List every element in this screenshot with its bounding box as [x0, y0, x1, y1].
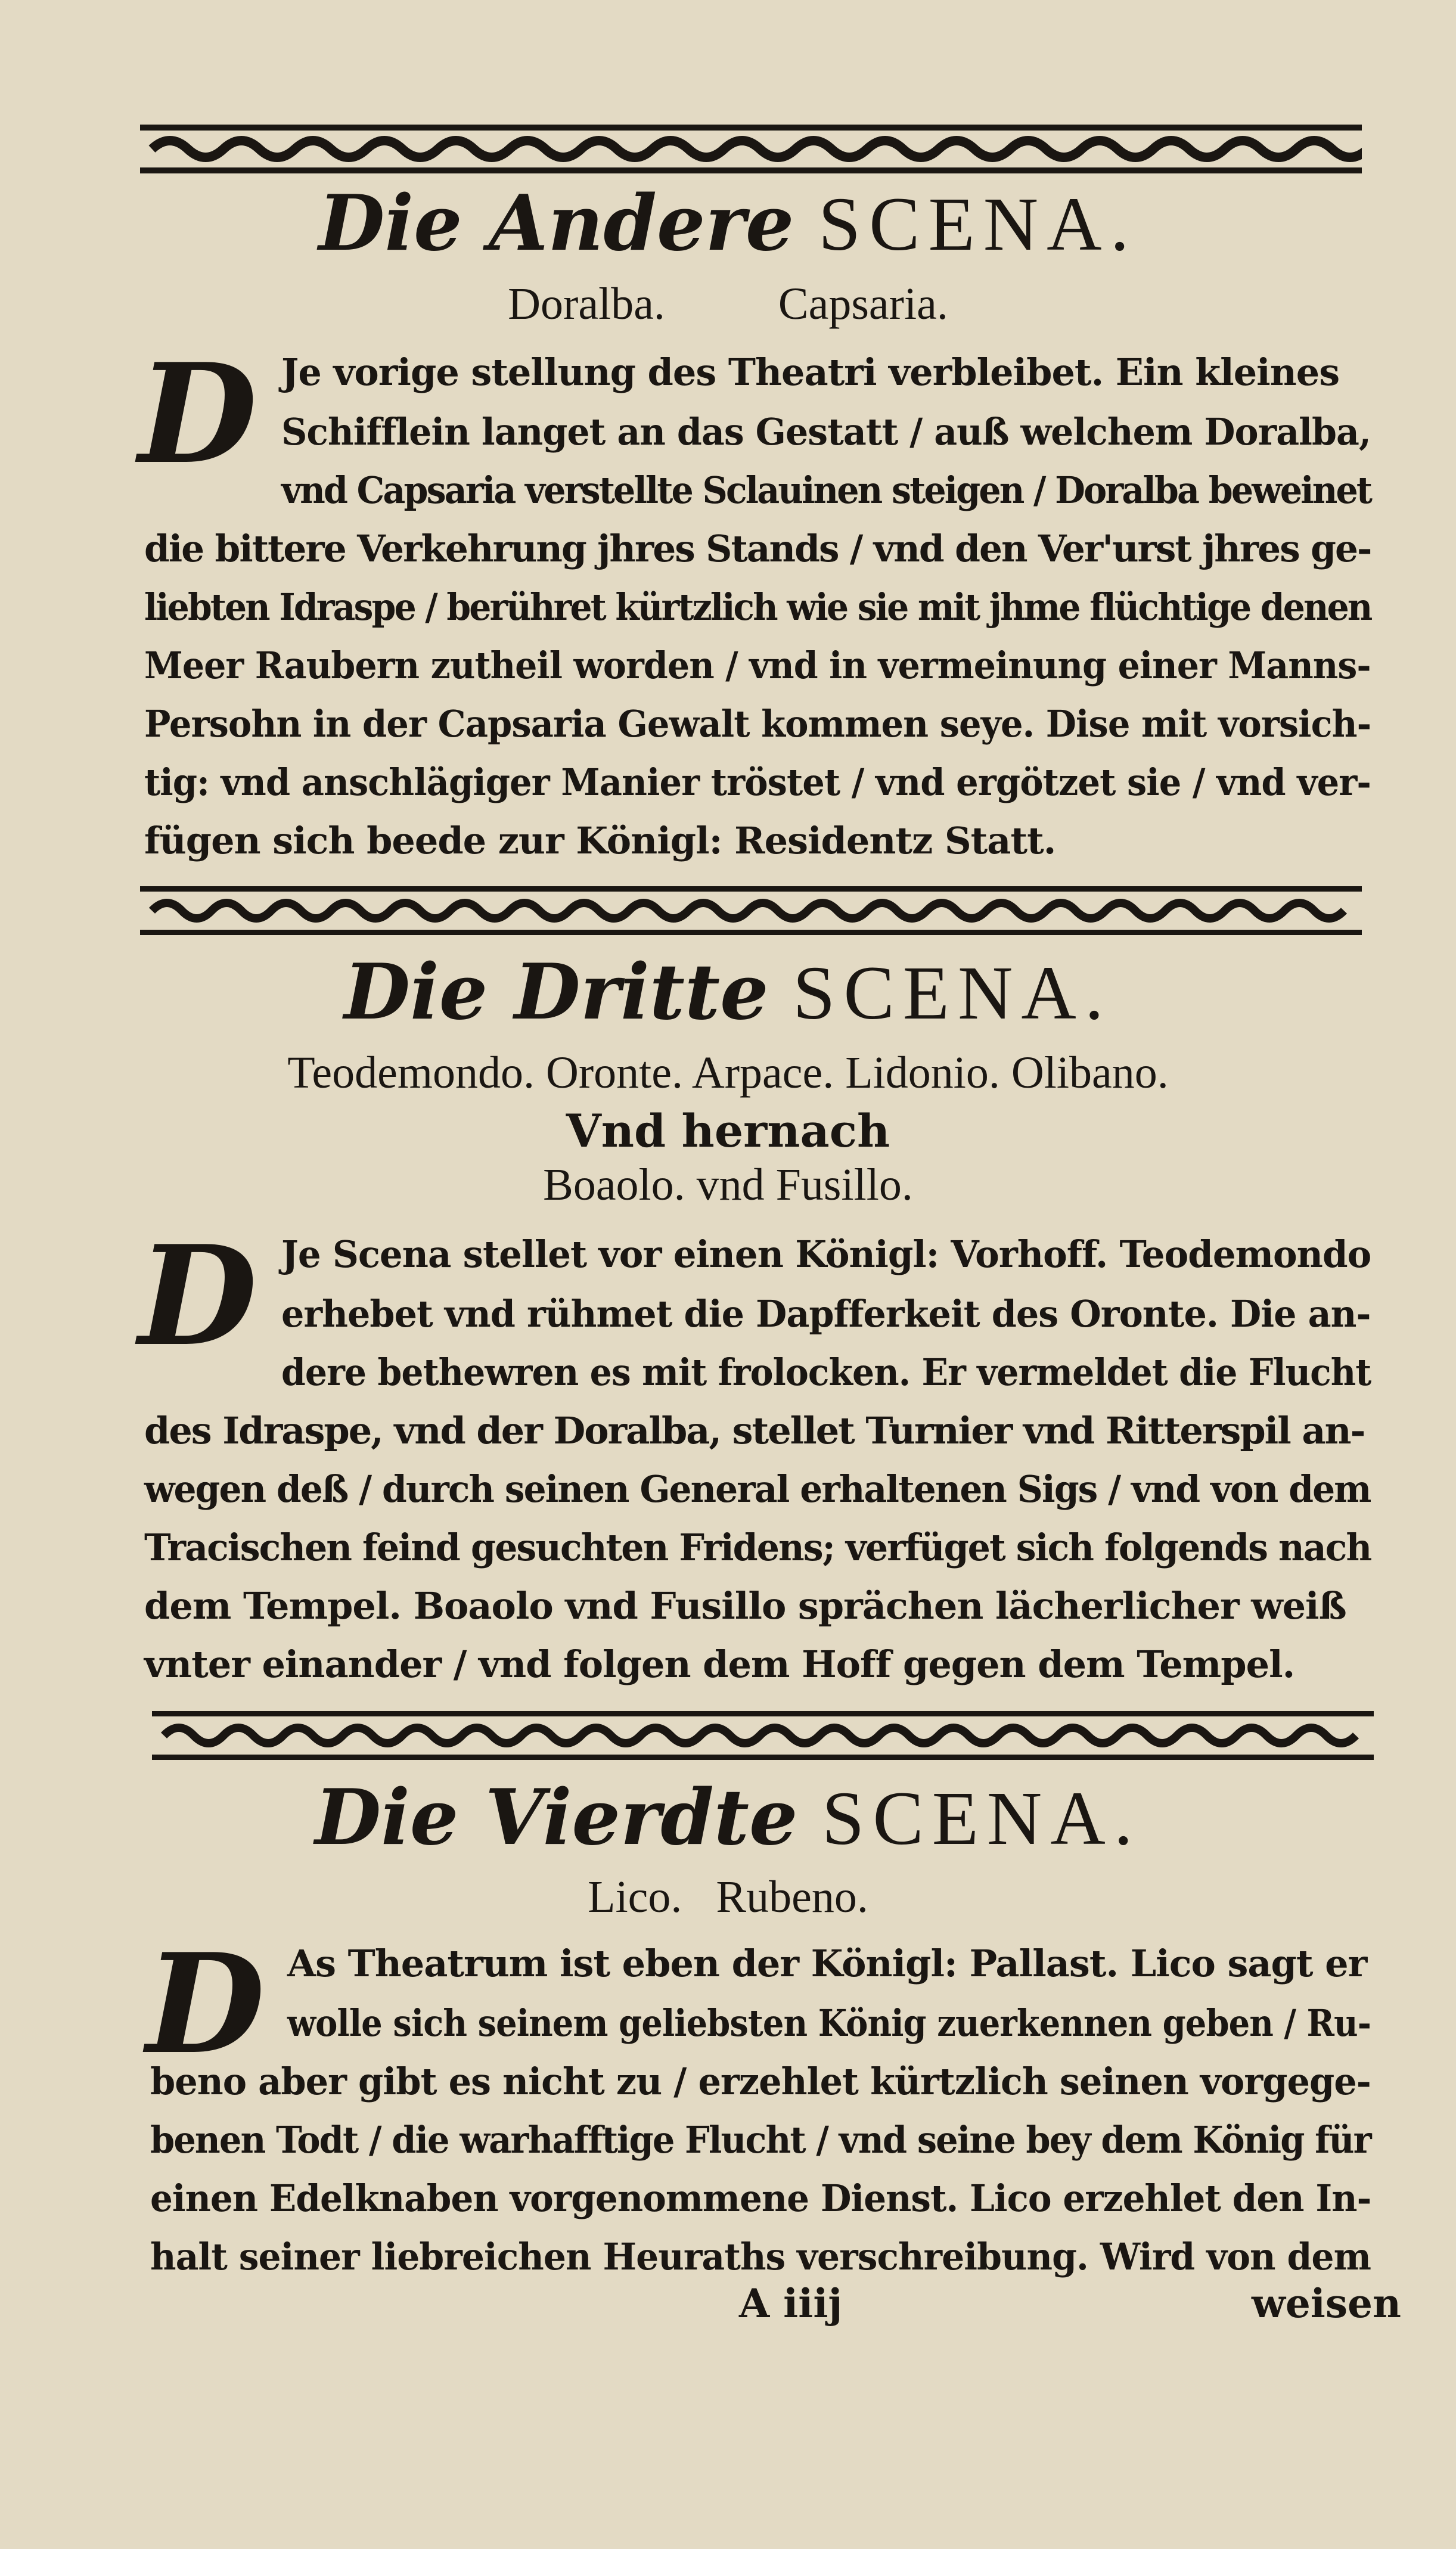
scene3-cast-sub-text: Vnd hernach: [566, 1104, 890, 1157]
scene2-line: Persohn in der Capsaria Gewalt kommen seye. Dise mit vorsich-: [144, 702, 1371, 746]
scene3-cast-sub2: Boaolo. vnd Fusillo.: [543, 1160, 913, 1210]
scene4-line: benen Todt / die warhafftige Flucht / vnd seine bey dem König für: [150, 2118, 1371, 2162]
scene3-heading: [0, 948, 1456, 1038]
scene4-line: beno aber gibt es nicht zu / erzehlet kürtzlich seinen vorgege-: [150, 2060, 1371, 2103]
scene2-heading-prefix: Die Andere: [318, 179, 794, 268]
scene4-cast: Lico. Rubeno.: [588, 1872, 868, 1922]
scene3-line: dem Tempel. Boaolo vnd Fusillo sprächen lächerlicher weiß: [144, 1584, 1346, 1628]
scene3-line: des Idraspe, vnd der Doralba, stellet Turnier vnd Ritterspil an-: [144, 1409, 1365, 1452]
scene4-heading-scena: SCENA.: [822, 1776, 1141, 1861]
scene2-line: die bittere Verkehrung jhres Stands / vnd den Ver'urst jhres ge-: [144, 527, 1371, 570]
ornament-border-top: [140, 122, 1362, 176]
scene4-heading: [0, 1773, 1456, 1863]
scene3-line: wegen deß / durch seinen General erhaltenen Sigs / vnd von dem: [144, 1467, 1371, 1511]
scene4-line: halt seiner liebreichen Heuraths verschreibung. Wird von dem: [150, 2235, 1371, 2278]
scene3-line: Tracischen feind gesuchten Fridens; verfüget sich folgends nach: [144, 1526, 1371, 1569]
scene3-line: vnter einander / vnd folgen dem Hoff gegen dem Tempel.: [144, 1643, 1295, 1686]
page-catchword: weisen: [1252, 2280, 1402, 2327]
scene3-dropcap: D: [138, 1216, 257, 1377]
scene4-dropcap: D: [146, 1924, 265, 2085]
scene4-line: As Theatrum ist eben der Königl: Pallast. Lico sagt er: [287, 1942, 1367, 1985]
scene3-line: Je Scena stellet vor einen Königl: Vorhoff. Teodemondo: [281, 1232, 1371, 1276]
ornament-border-lower: [152, 1709, 1374, 1762]
scene2-heading-scena: SCENA.: [818, 182, 1138, 266]
scene2-dropcap: D: [138, 334, 257, 495]
scene2-cast: Doralba. Capsaria.: [508, 279, 948, 329]
scene3-cast: Teodemondo. Oronte. Arpace. Lidonio. Olibano.: [287, 1048, 1169, 1098]
scene2-line: vnd Capsaria verstellte Sclauinen steigen / Doralba beweinet: [281, 468, 1371, 512]
scene2-line: fügen sich beede zur Königl: Residentz Statt.: [144, 819, 1056, 862]
scene2-line: Je vorige stellung des Theatri verbleibet. Ein kleines: [281, 350, 1340, 394]
scene4-line: wolle sich seinem geliebsten König zuerkennen geben / Ru-: [287, 2001, 1371, 2045]
scene2-line: tig: vnd anschlägiger Manier tröstet / vnd ergötzet sie / vnd ver-: [144, 760, 1371, 804]
scene2-line: Meer Raubern zutheil worden / vnd in vermeinung einer Manns-: [144, 644, 1371, 687]
scene2-line: Schifflein langet an das Gestatt / auß welchem Doralba,: [281, 410, 1371, 454]
ornament-border-middle: [140, 884, 1362, 937]
scene2-line: liebten Idraspe / berühret kürtzlich wie sie mit jhme flüchtige denen: [144, 585, 1371, 629]
scene3-cast-sub: [0, 1103, 1456, 1160]
scene3-heading-scena: SCENA.: [793, 951, 1112, 1035]
scene4-heading-prefix: Die Vierdte: [315, 1773, 798, 1862]
scene3-heading-prefix: Die Dritte: [344, 948, 769, 1037]
scene3-line: dere bethewren es mit frolocken. Er vermeldet die Flucht: [281, 1350, 1371, 1394]
page-signature: A iiij: [739, 2280, 843, 2327]
scene3-line: erhebet vnd rühmet die Dapfferkeit des Oronte. Die an-: [281, 1292, 1371, 1336]
scene2-heading: [0, 179, 1456, 269]
scene4-line: einen Edelknaben vorgenommene Dienst. Lico erzehlet den In-: [150, 2177, 1371, 2220]
